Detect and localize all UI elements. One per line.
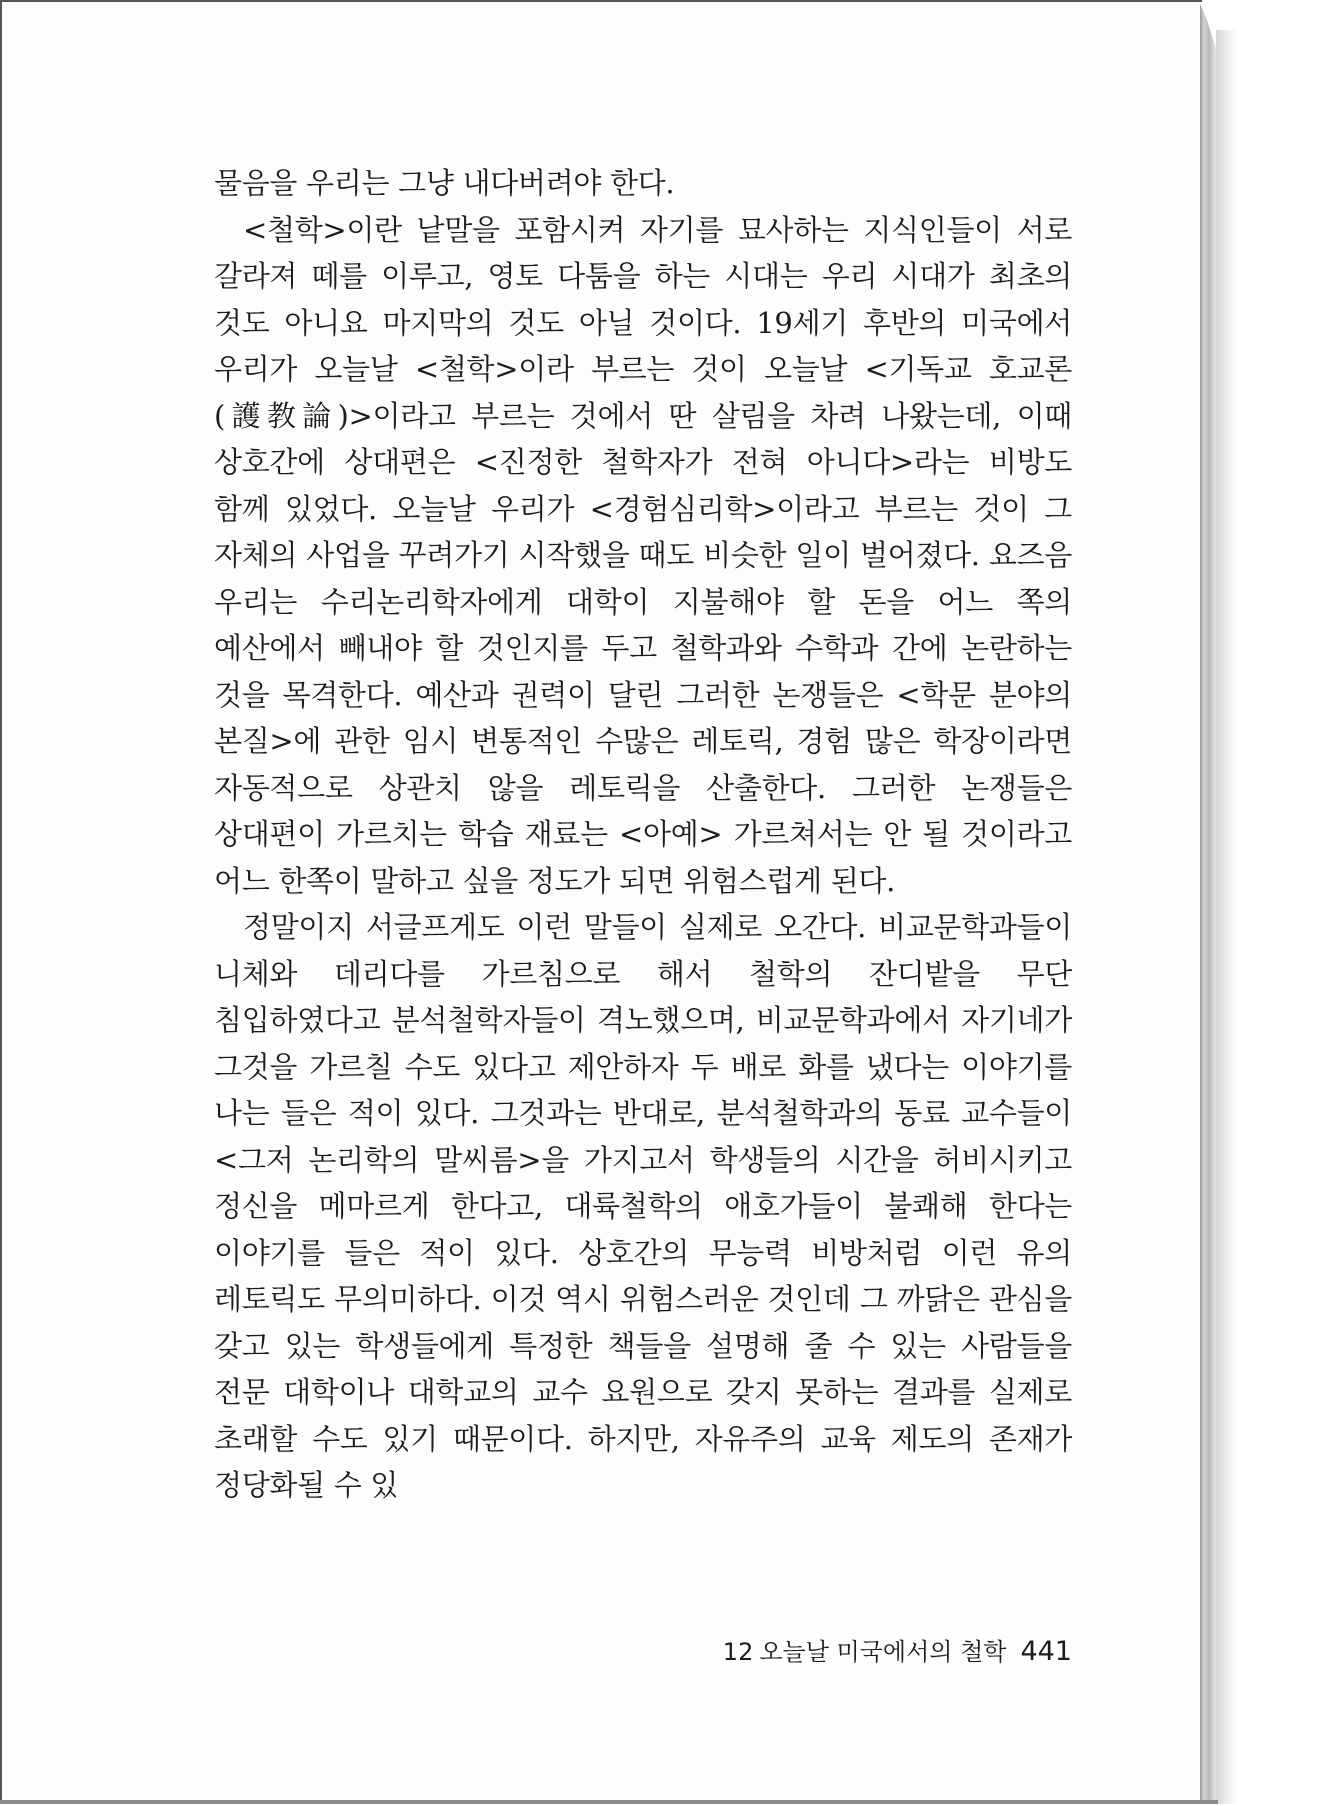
paragraph: <철학>이란 낱말을 포함시켜 자기를 묘사하는 지식인들이 서로 갈라져 떼를 이루고, 영토 다툼을 하는 시대는 우리 시대가 최초의 것도 아니요 마지막의 것도 아닐 것이다. 19세기 후반의 미국에서 우리가 오늘날 <철학>이라 부르는 것이 오늘날 <기독교 호교론(護教論)>이라고 부르는 것에서 딴 살림을 차려 나왔는데, 이때 상호간에 상대편은 <진정한 철학자가 전혀 아니다>라는 비방도 함께 있었다. 오늘날 우리가 <경험심리학>이라고 부르는 것이 그 자체의 사업을 꾸려가기 시작했을 때도 비슷한 일이 벌어졌다. 요즈음 우리는 수리논리학자에게 대학이 지불해야 할 돈을 어느 쪽의 예산에서 빼내야 할 것인지를 두고 철학과와 수학과 간에 논란하는 것을 목격한다. 예산과 권력이 달린 그러한 논쟁들은 <학문 분야의 본질>에 관한 임시 변통적인 수많은 레토릭, 경험 많은 학장이라면 자동적으로 상관치 않을 레토릭을 산출한다. 그러한 논쟁들은 상대편이 가르치는 학습 재료는 <아예> 가르쳐서는 안 될 것이라고 어느 한쪽이 말하고 싶을 정도가 되면 위험스럽게 된다. — [214, 212, 1072, 898]
running-footer — [702, 1632, 1072, 1667]
page-edge — [1200, 4, 1216, 1802]
page-edge-shadow — [1216, 30, 1238, 1804]
chapter-number: 12 — [722, 1638, 754, 1666]
paragraph-continuation: 물음을 우리는 그냥 내다버려야 한다. — [214, 166, 675, 200]
page-number: 441 — [1020, 1636, 1072, 1667]
page-bottom-edge — [0, 1800, 1218, 1804]
chapter-title: 오늘날 미국에서의 철학 — [759, 1638, 1007, 1666]
paragraph: 정말이지 서글프게도 이런 말들이 실제로 오간다. 비교문학과들이 니체와 데리다를 가르침으로 해서 철학의 잔디밭을 무단 침입하였다고 분석철학자들이 격노했으며, 비교문학과에서 자기네가 그것을 가르칠 수도 있다고 제안하자 두 배로 화를 냈다는 이야기를 나는 들은 적이 있다. 그것과는 반대로, 분석철학과의 동료 교수들이 <그저 논리학의 말씨름>을 가지고서 학생들의 시간을 허비시키고 정신을 메마르게 한다고, 대륙철학의 애호가들이 불쾌해 한다는 이야기를 들은 적이 있다. 상호간의 무능력 비방처럼 이런 유의 레토릭도 무의미하다. 이것 역시 위험스러운 것인데 그 까닭은 관심을 갖고 있는 학생들에게 특정한 책들을 설명해 줄 수 있는 사람들을 전문 대학이나 대학교의 교수 요원으로 갖지 못하는 결과를 실제로 초래할 수도 있기 때문이다. 하지만, 자유주의 교육 제도의 존재가 정당화될 수 있 — [214, 910, 1072, 1502]
body-text — [214, 160, 1072, 1509]
